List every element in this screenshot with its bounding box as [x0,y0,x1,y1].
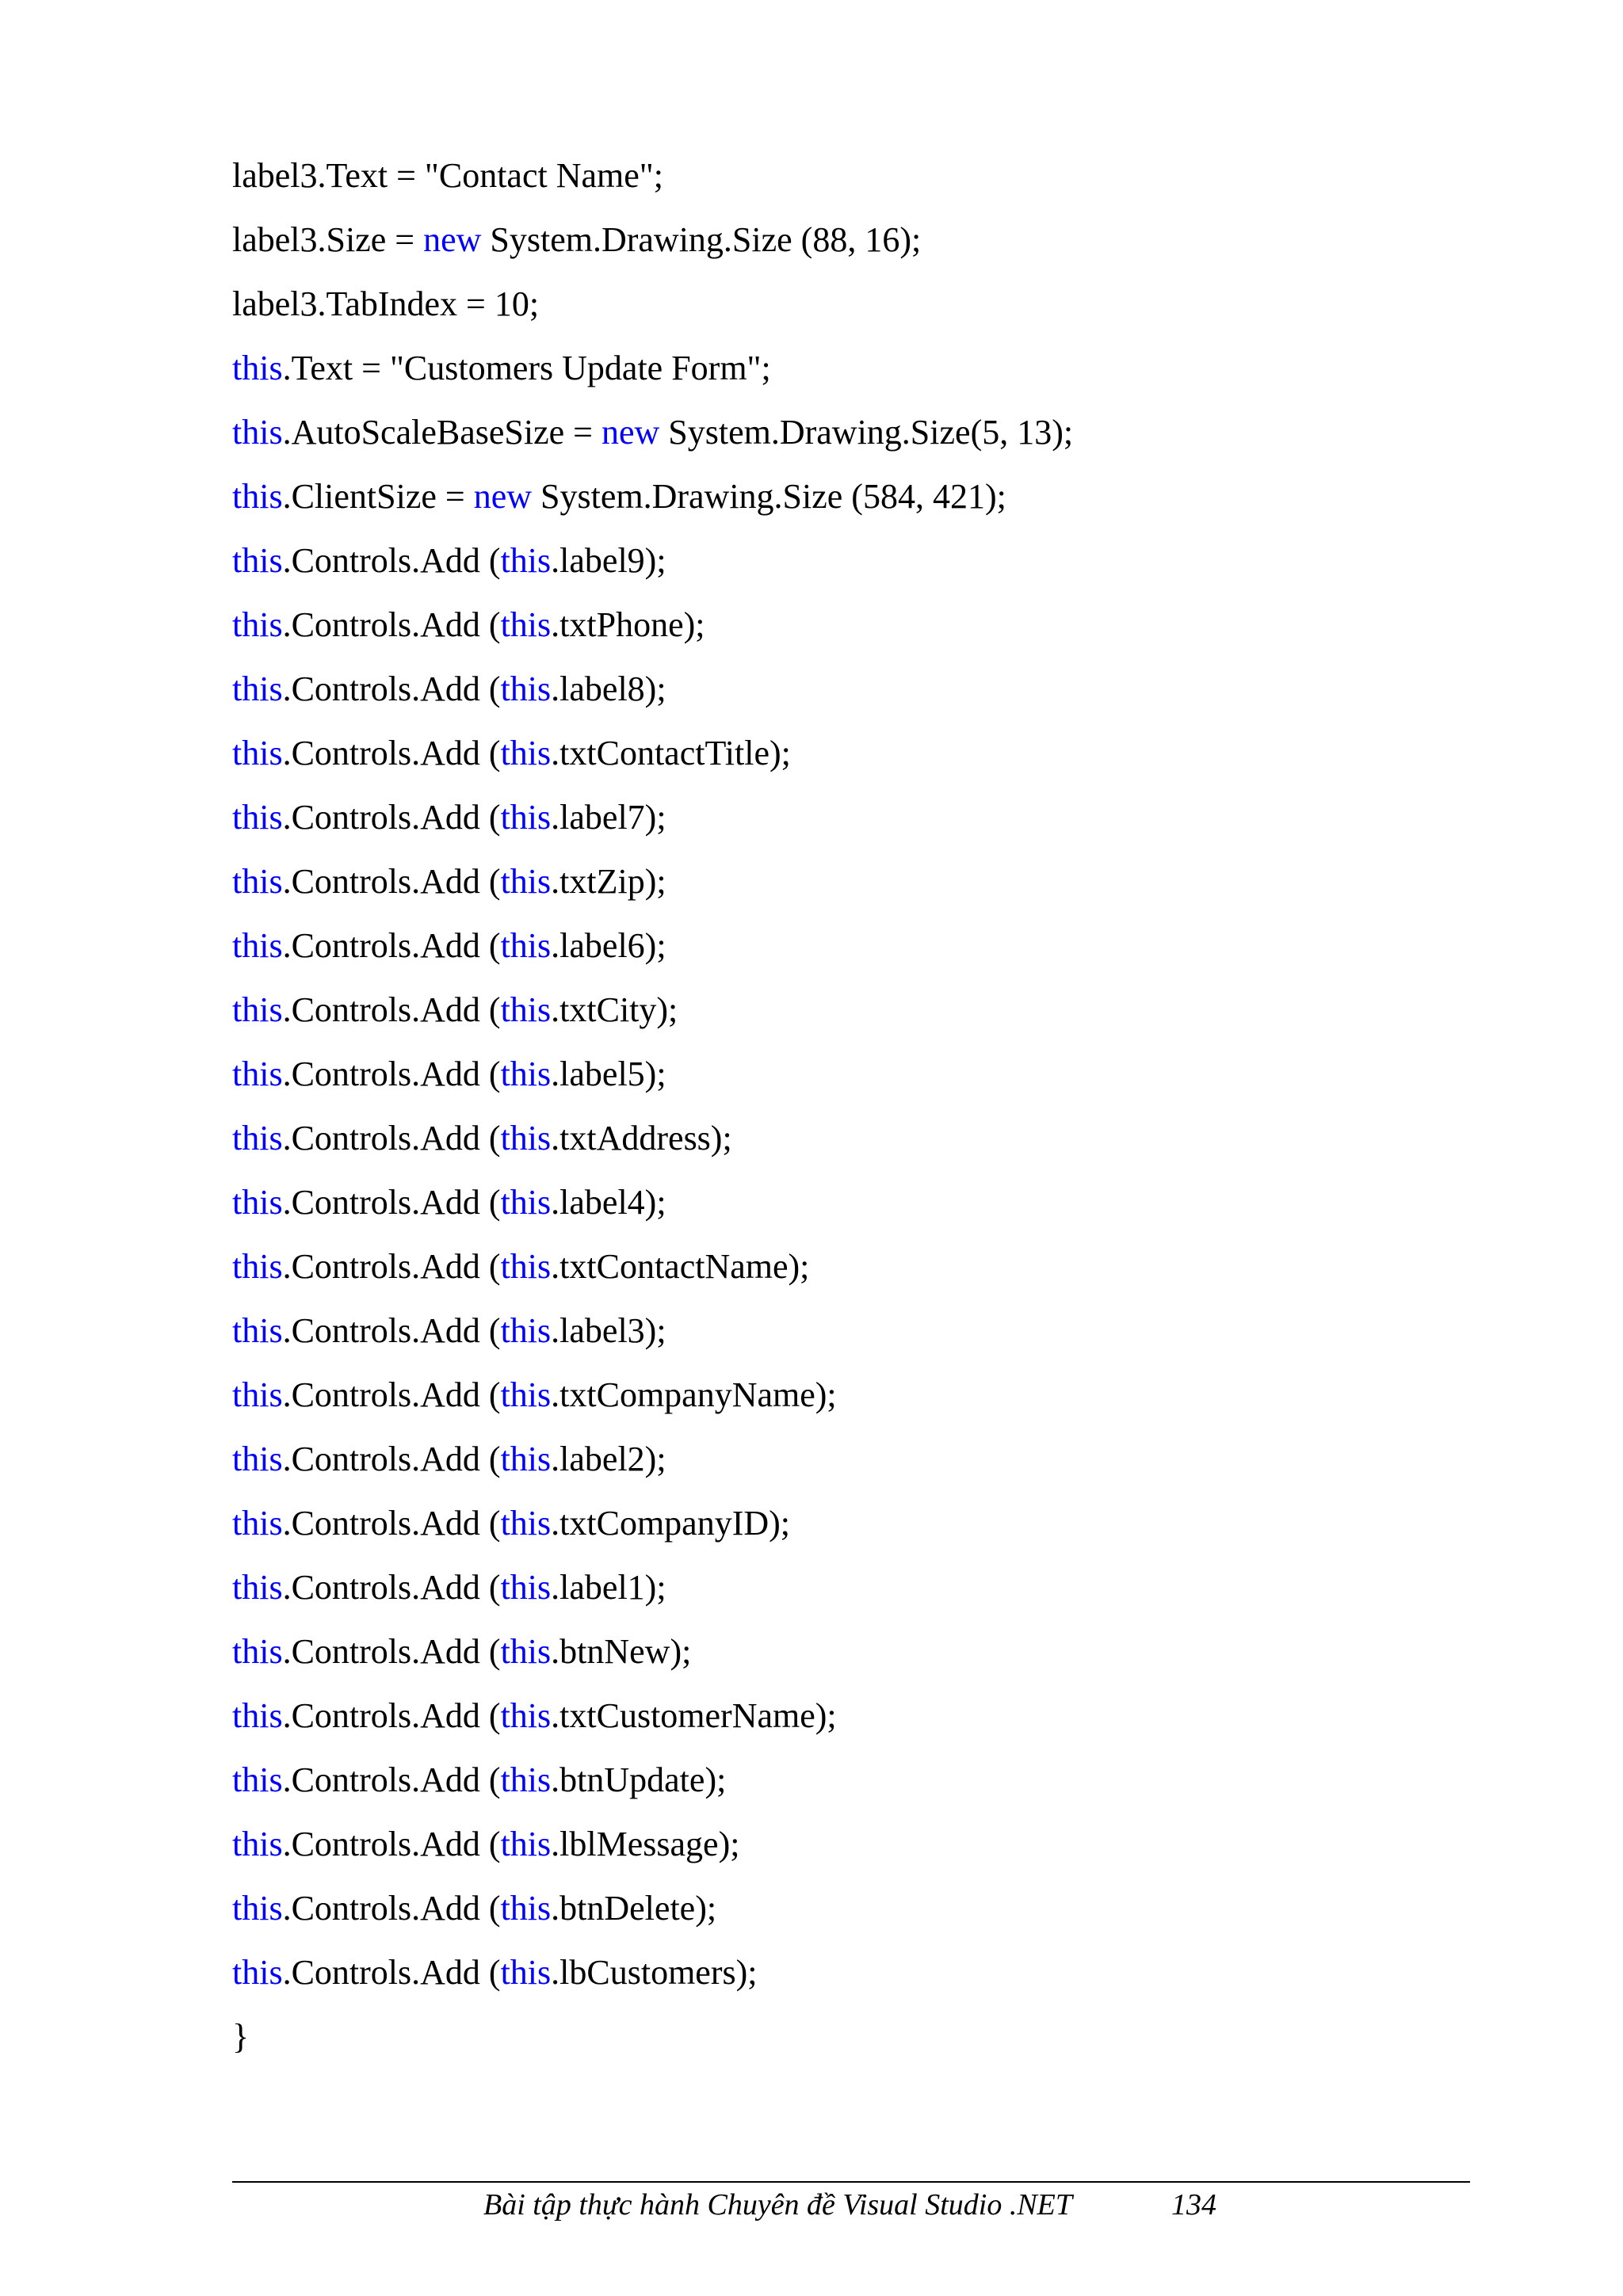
code-text: .lblMessage); [551,1825,740,1863]
code-keyword: this [500,1183,552,1222]
code-text: label3.Size = [232,220,424,259]
code-keyword: new [601,413,660,452]
code-keyword: this [500,1696,552,1735]
code-keyword: this [500,1760,552,1799]
code-line [232,1372,1500,1436]
code-keyword: this [232,605,283,644]
code-text: label3.TabIndex = 10; [232,284,540,323]
code-keyword: this [232,1889,283,1928]
code-text: .Controls.Add ( [282,1760,501,1799]
code-keyword: new [473,477,533,516]
code-line [232,1693,1500,1757]
code-line [232,410,1500,474]
code-keyword: this [232,413,283,452]
code-text: .txtCompanyID); [551,1504,791,1543]
code-line [232,1950,1500,2014]
code-keyword: this [232,926,283,965]
code-text: .txtCity); [551,990,678,1029]
code-text: .Controls.Add ( [282,541,501,580]
code-keyword: this [232,990,283,1029]
code-keyword: this [500,669,552,708]
code-keyword: this [500,1953,552,1992]
code-line [232,1821,1500,1886]
code-keyword: this [232,349,283,387]
code-line [232,1565,1500,1629]
code-keyword: this [500,862,552,901]
code-keyword: this [500,1119,552,1158]
code-keyword: this [232,798,283,837]
code-keyword: this [500,1440,552,1478]
code-line [232,217,1500,281]
code-text: .txtCompanyName); [551,1375,837,1414]
code-text: .Controls.Add ( [282,1632,501,1671]
code-text: .btnNew); [551,1632,692,1671]
code-keyword: this [500,605,552,644]
code-keyword: this [232,1632,283,1671]
code-keyword: this [232,477,283,516]
code-keyword: this [500,1311,552,1350]
code-keyword: this [232,1825,283,1863]
code-text: .Controls.Add ( [282,1696,501,1735]
code-keyword: this [232,1311,283,1350]
code-line [232,923,1500,987]
footer-divider [232,2181,1470,2183]
code-text: .Text = "Customers Update Form"; [282,349,771,387]
code-keyword: this [232,1504,283,1543]
code-text: .label4); [551,1183,666,1222]
code-text: .lbCustomers); [551,1953,758,1992]
code-text: .Controls.Add ( [282,1119,501,1158]
code-text: .Controls.Add ( [282,1440,501,1478]
code-text: .Controls.Add ( [282,926,501,965]
code-keyword: this [232,862,283,901]
code-text: .Controls.Add ( [282,1247,501,1286]
code-line [232,859,1500,923]
code-line [232,666,1500,730]
page-number: 134 [1171,2188,1216,2222]
code-line [232,602,1500,666]
code-text: .Controls.Add ( [282,1375,501,1414]
code-text: .ClientSize = [282,477,474,516]
code-text: .Controls.Add ( [282,1504,501,1543]
code-line [232,1436,1500,1501]
code-text: .btnDelete); [551,1889,717,1928]
code-line [232,730,1500,795]
code-line [232,2014,1500,2078]
code-text: .Controls.Add ( [282,1953,501,1992]
code-keyword: this [500,1247,552,1286]
code-text: .label1); [551,1568,666,1607]
code-keyword: this [232,1247,283,1286]
code-keyword: this [500,926,552,965]
code-text: .label7); [551,798,666,837]
code-text: .label3); [551,1311,666,1350]
code-keyword: this [232,1953,283,1992]
code-text: .Controls.Add ( [282,734,501,772]
code-text: .txtPhone); [551,605,705,644]
code-text: .label5); [551,1055,666,1093]
code-keyword: this [232,1440,283,1478]
code-keyword: this [232,1375,283,1414]
code-text: .label8); [551,669,666,708]
code-line [232,474,1500,538]
code-line [232,1051,1500,1116]
code-text: .txtAddress); [551,1119,732,1158]
code-keyword: this [232,669,283,708]
code-text: .label6); [551,926,666,965]
code-text: } [232,2017,250,2056]
code-keyword: this [500,1375,552,1414]
code-listing [232,153,1500,2078]
code-text: .Controls.Add ( [282,1568,501,1607]
code-line [232,1629,1500,1693]
code-text: .Controls.Add ( [282,798,501,837]
code-line [232,1244,1500,1308]
code-text: .txtContactTitle); [551,734,791,772]
code-line [232,345,1500,410]
code-text: .Controls.Add ( [282,862,501,901]
code-keyword: this [500,990,552,1029]
code-keyword: this [500,541,552,580]
code-text: .Controls.Add ( [282,669,501,708]
code-keyword: this [500,1568,552,1607]
code-text: .txtZip); [551,862,666,901]
code-keyword: this [232,1183,283,1222]
code-keyword: this [500,1632,552,1671]
code-text: .txtContactName); [551,1247,810,1286]
code-keyword: new [423,220,482,259]
code-line [232,1308,1500,1372]
code-text: .Controls.Add ( [282,1825,501,1863]
code-text: .AutoScaleBaseSize = [282,413,601,452]
code-line [232,1886,1500,1950]
code-line [232,1116,1500,1180]
code-line [232,987,1500,1051]
code-text: .Controls.Add ( [282,1889,501,1928]
code-keyword: this [500,798,552,837]
code-line [232,1180,1500,1244]
code-line [232,538,1500,602]
code-keyword: this [500,734,552,772]
code-text: .Controls.Add ( [282,1183,501,1222]
code-keyword: this [232,1696,283,1735]
code-text: System.Drawing.Size (584, 421); [532,477,1006,516]
code-keyword: this [232,1760,283,1799]
footer-title: Bài tập thực hành Chuyên đề Visual Studio .NET [483,2188,1073,2222]
code-keyword: this [500,1889,552,1928]
code-keyword: this [232,1119,283,1158]
code-keyword: this [232,1055,283,1093]
code-line [232,281,1500,345]
code-text: .label2); [551,1440,666,1478]
code-line [232,1501,1500,1565]
code-line [232,1757,1500,1821]
code-text: label3.Text = "Contact Name"; [232,156,663,195]
code-text: .Controls.Add ( [282,1055,501,1093]
code-keyword: this [232,734,283,772]
code-line [232,153,1500,217]
code-keyword: this [500,1055,552,1093]
code-keyword: this [500,1504,552,1543]
code-text: System.Drawing.Size (88, 16); [481,220,922,259]
code-text: .Controls.Add ( [282,1311,501,1350]
code-keyword: this [232,1568,283,1607]
code-text: .btnUpdate); [551,1760,727,1799]
code-text: .Controls.Add ( [282,605,501,644]
code-text: .label9); [551,541,666,580]
code-keyword: this [232,541,283,580]
code-text: .txtCustomerName); [551,1696,837,1735]
code-line [232,795,1500,859]
code-text: .Controls.Add ( [282,990,501,1029]
code-text: System.Drawing.Size(5, 13); [659,413,1074,452]
code-keyword: this [500,1825,552,1863]
